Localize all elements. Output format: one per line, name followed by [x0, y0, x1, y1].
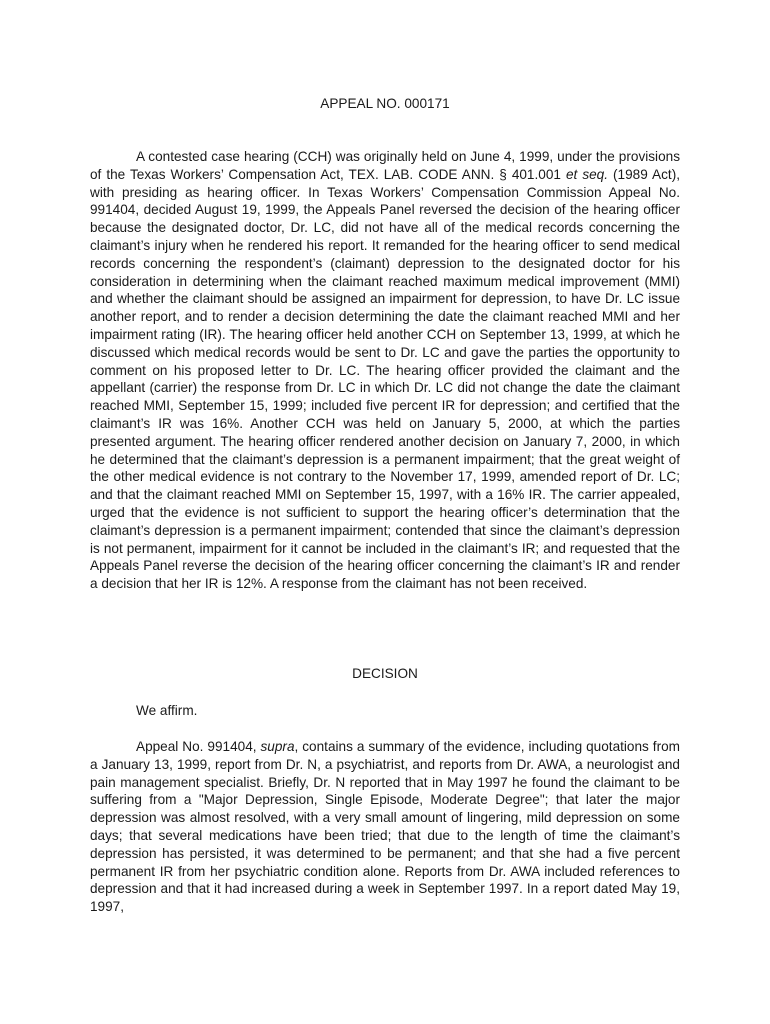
- paragraph-evidence-italic: supra: [260, 739, 295, 754]
- paragraph-background-italic: et seq.: [565, 166, 609, 182]
- paragraph-background-text-2: (1989 Act), with presiding as hearing officer. In Texas Workers’ Compensation Commission Appeal No. 991404, decided August 19, 1999, the Appeals Panel reversed the decision of the hearing officer because the designated doctor, Dr. LC, did not have all of the medical records concerning the claimant’s injury when he rendered his report. It remanded for the hearing officer to send medical records concerning the respondent’s (claimant) depression to the designated doctor for his consideration in determining when the claimant reached maximum medical improvement (MMI) and whether the claimant should be assigned an impairment for depression, to have Dr. LC issue another report, and to render a decision determining the date the claimant reached MMI and her impairment rating (IR). The hearing officer held another CCH on September 13, 1999, at which he discussed which medical records would be sent to Dr. LC and gave the parties the opportunity to comment on his proposed letter to Dr. LC. The hearing officer provided the claimant and the appellant (carrier) the response from Dr. LC in which Dr. LC did not change the date the claimant reached MMI, September 15, 1999; included five percent IR for depression; and certified that the claimant’s IR was 16%. Another CCH was held on January 5, 2000, at which the parties presented argument. The hearing officer rendered another decision on January 7, 2000, in which he determined that the claimant’s depression is a permanent impairment; that the great weight of the other medical evidence is not contrary to the November 17, 1999, amended report of Dr. LC; and that the claimant reached MMI on September 15, 1997, with a 16% IR. The carrier appealed, urged that the evidence is not sufficient to support the hearing officer’s determination that the claimant’s depression is a permanent impairment; contended that since the claimant’s depression is not permanent, impairment for it cannot be included in the claimant’s IR; and requested that the Appeals Panel reverse the decision of the hearing officer concerning the claimant’s IR and render a decision that her IR is 12%. A response from the claimant has not been received.: [90, 166, 680, 592]
- decision-heading: DECISION: [352, 666, 418, 681]
- page-title: APPEAL NO. 000171: [320, 96, 450, 111]
- paragraph-affirm: We affirm.: [136, 703, 198, 718]
- paragraph-background-text-1: A contested case hearing (CCH) was originally held on June 4, 1999, under the provisions of the Texas Workers’ Compensation Act, TEX. LAB. CODE ANN. § 401.001: [90, 149, 680, 182]
- paragraph-evidence-text-2: , contains a summary of the evidence, including quotations from a January 13, 1999, report from Dr. N, a psychiatrist, and reports from Dr. AWA, a neurologist and pain management specialist. Briefly, Dr. N reported that in May 1997 he found the claimant to be suffering from a "Major Depression, Single Episode, Moderate Degree"; that later the major depression was almost resolved, with a very small amount of lingering, mild depression on some days; that several medications have been tried; that due to the length of time the claimant’s depression has persisted, it was determined to be permanent; and that she had a five percent permanent IR from her psychiatric condition alone. Reports from Dr. AWA included references to depression and that it had increased during a week in September 1997. In a report dated May 19, 1997,: [90, 739, 680, 915]
- paragraph-evidence-text-1: Appeal No. 991404,: [136, 739, 261, 754]
- paragraph-evidence: [90, 738, 680, 916]
- paragraph-background: [90, 148, 680, 593]
